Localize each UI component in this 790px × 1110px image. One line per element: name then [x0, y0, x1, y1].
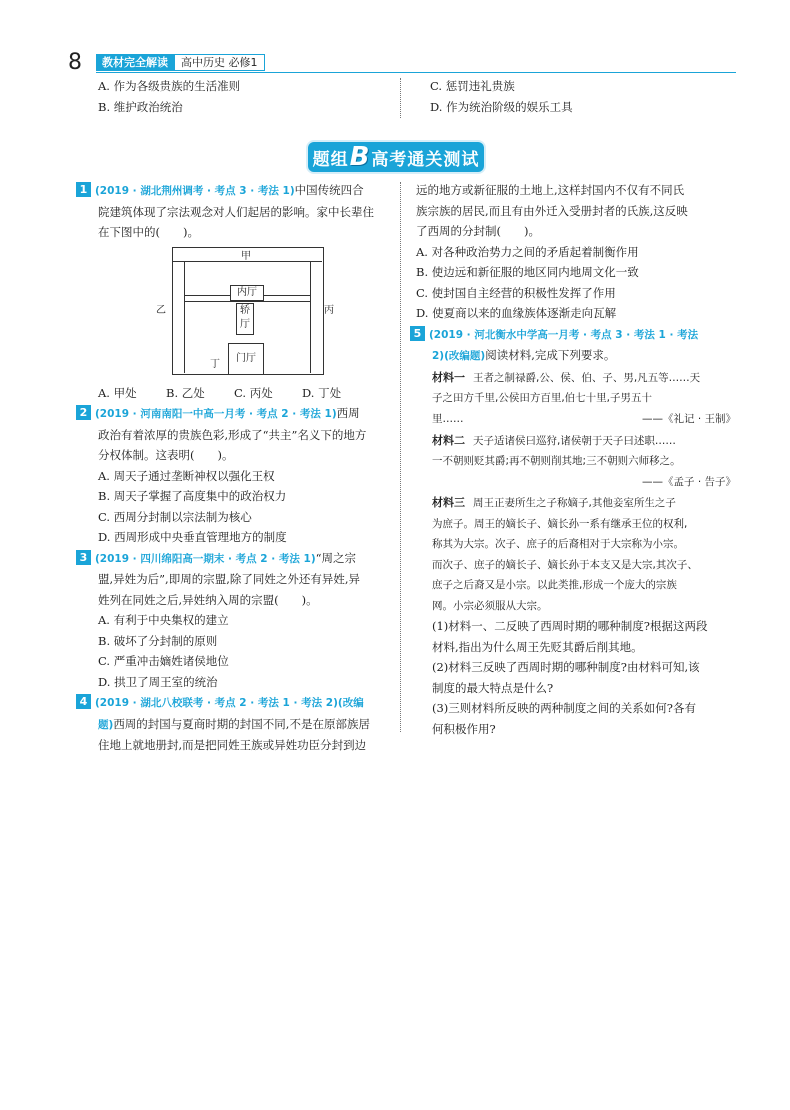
banner-letter: B: [349, 142, 371, 172]
option: B. 周天子掌握了高度集中的政治权力: [98, 489, 287, 503]
question-2: [76, 403, 394, 548]
courtyard-left-row: [184, 261, 185, 373]
material-text: 称其为大宗。次子、庶子的后裔相对于大宗称为小宗。: [432, 538, 684, 550]
sedan-hall-box: [236, 303, 254, 335]
option: C. 西周分封制以宗法制为核心: [98, 509, 252, 524]
question-text: 了西周的分封制( )。: [416, 224, 540, 238]
question-4: [76, 692, 394, 756]
question-4-continued: [416, 180, 736, 324]
material-label: 材料一: [432, 370, 465, 384]
label-ding: 丁: [210, 358, 220, 370]
option: D. 拱卫了周王室的统治: [98, 674, 218, 689]
material-2: [410, 430, 736, 493]
question-text: 远的地方或新征服的土地上,这样封国内不仅有不同氏: [416, 183, 685, 197]
question-number: 3: [76, 550, 91, 565]
question-1: [76, 180, 394, 403]
courtyard-diagram: [156, 243, 394, 383]
sedan-hall-char: 轿: [240, 304, 250, 316]
top-option-a: A. 作为各级贵族的生活准则: [98, 79, 241, 93]
option: C. 使封国自主经营的积极性发挥了作用: [416, 285, 616, 300]
section-banner: [308, 142, 484, 172]
top-option-d: D. 作为统治阶级的娱乐工具: [430, 100, 573, 114]
option: B. 破坏了分封制的原则: [98, 633, 218, 648]
sub-question-text: (3)三则材料所反映的两种制度之间的关系如何?各有: [432, 701, 696, 715]
question-source: 题): [98, 718, 114, 731]
gate-hall-box: 门厅: [228, 343, 264, 375]
material-text: 庶子之后裔又是小宗。以此类推,形成一个庞大的宗族: [432, 579, 677, 591]
sedan-hall-char: 厅: [240, 318, 250, 330]
question-text: 西周: [336, 406, 360, 420]
option: A. 周天子通过垄断神权以强化王权: [98, 468, 275, 483]
material-text: 而次子、庶子的嫡长子、嫡长孙于本支又是大宗,其次子、: [432, 558, 698, 571]
question-text: 政治有着浓厚的贵族色彩,形成了“共主”名义下的地方: [98, 427, 367, 442]
material-citation: ——《孟子 · 告子》: [641, 475, 736, 488]
question-number: 1: [76, 182, 91, 197]
question-source: 2)(改编题): [432, 350, 486, 362]
question-number: 5: [410, 326, 425, 341]
material-text: 网。小宗必须服从大宗。: [432, 599, 548, 612]
question-text: 阅读材料,完成下列要求。: [485, 348, 616, 362]
material-text: 一不朝则贬其爵;再不朝则削其地;三不朝则六师移之。: [432, 455, 681, 467]
courtyard-middle-line: [184, 301, 310, 302]
question-source: (2019 · 河北衡水中学高一月考 · 考点 3 · 考法 1 · 考法: [429, 328, 699, 341]
question-number: 2: [76, 405, 91, 420]
material-label: 材料二: [432, 433, 465, 447]
material-text: 王者之制禄爵,公、侯、伯、子、男,凡五等……天: [473, 371, 701, 384]
option: C. 丙处: [234, 385, 273, 400]
material-3: [410, 492, 736, 616]
question-source: (2019 · 湖北八校联考 · 考点 2 · 考法 1 · 考法 2)(改编: [95, 697, 364, 709]
label-yi: 乙: [156, 304, 166, 316]
sub-question-text: 制度的最大特点是什么?: [432, 680, 554, 695]
top-column-separator: [400, 78, 401, 118]
option: B. 使边远和新征服的地区同内地周文化一致: [416, 265, 639, 279]
left-column: [76, 180, 394, 756]
question-text: 西周的封国与夏商时期的封国不同,不是在原部族居: [113, 716, 370, 731]
question-text: 住地上就地册封,而是把同姓王族或异姓功臣分封到边: [98, 738, 367, 752]
sub-question-text: 何积极作用?: [432, 721, 496, 736]
option: D. 使夏商以来的血缘族体逐渐走向瓦解: [416, 306, 617, 320]
right-column: [413, 180, 736, 739]
question-text: 盟,异姓为后”,即周的宗盟,除了同姓之外还有异姓,异: [98, 572, 360, 586]
label-jia: 甲: [241, 250, 251, 262]
question-text: 分权体制。这表明( )。: [98, 448, 234, 462]
book-label: 教材完全解读: [96, 54, 174, 71]
question-source: (2019 · 湖北荆州调考 · 考点 3 · 考法 1): [95, 185, 295, 197]
question-1-options: [76, 383, 394, 404]
running-header: [96, 54, 265, 71]
question-3: [76, 548, 394, 693]
question-text: 姓列在同姓之后,异姓纳入周的宗盟( )。: [98, 592, 318, 607]
sub-question-text: (2)材料三反映了西周时期的哪种制度?由材料可知,该: [432, 660, 700, 674]
question-text: 院建筑体现了宗法观念对人们起居的影响。家中长辈住: [98, 204, 374, 219]
sub-questions: [410, 616, 736, 739]
column-separator: [400, 182, 401, 732]
subject-label: 高中历史 必修1: [174, 54, 265, 71]
question-text: 在下图中的( )。: [98, 225, 199, 239]
sub-question-text: 材料,指出为什么周王先贬其爵后削其地。: [432, 639, 643, 654]
option: C. 严重冲击嫡姓诸侯地位: [98, 654, 229, 668]
question-source: (2019 · 河南南阳一中高一月考 · 考点 2 · 考法 1): [95, 408, 337, 420]
option: A. 对各种政治势力之间的矛盾起着制衡作用: [416, 244, 639, 259]
question-5: [410, 324, 736, 740]
banner-prefix: 题组: [312, 149, 349, 170]
material-text: 里……: [432, 412, 464, 425]
question-text: 族宗族的居民,而且有由外迁入受册封者的氏族,这反映: [416, 203, 688, 218]
question-source: (2019 · 四川绵阳高一期末 · 考点 2 · 考法 1): [95, 552, 316, 565]
inner-hall-box: 内厅: [230, 285, 264, 301]
courtyard-right-row: [310, 261, 311, 373]
option: B. 乙处: [166, 385, 205, 400]
sub-question-text: (1)材料一、二反映了西周时期的哪种制度?根据这两段: [432, 619, 708, 633]
option: A. 有利于中央集权的建立: [98, 613, 229, 627]
top-option-c: C. 惩罚违礼贵族: [430, 79, 515, 93]
label-bing: 丙: [324, 304, 334, 316]
material-1: [410, 367, 736, 430]
option: D. 丁处: [302, 385, 342, 400]
top-option-b: B. 维护政治统治: [98, 100, 183, 114]
question-text: 中国传统四合: [294, 183, 364, 197]
material-text: 子之田方千里,公侯田方百里,伯七十里,子男五十: [432, 392, 653, 404]
material-text: 周王正妻所生之子称嫡子,其他妾室所生之子: [473, 497, 676, 509]
question-number: 4: [76, 694, 91, 709]
page-number: 8: [68, 50, 82, 75]
header-rule: [96, 72, 736, 73]
material-text: 天子适诸侯曰巡狩,诸侯朝于天子曰述职……: [473, 434, 676, 447]
question-text: “周之宗: [315, 550, 357, 565]
material-citation: ——《礼记 · 王制》: [641, 413, 736, 425]
option: A. 甲处: [98, 385, 137, 400]
option: D. 西周形成中央垂直管理地方的制度: [98, 530, 287, 544]
material-label: 材料三: [432, 496, 465, 509]
banner-suffix: 高考通关测试: [371, 149, 480, 170]
material-text: 为庶子。周王的嫡长子、嫡长孙一系有继承王位的权利,: [432, 517, 688, 530]
